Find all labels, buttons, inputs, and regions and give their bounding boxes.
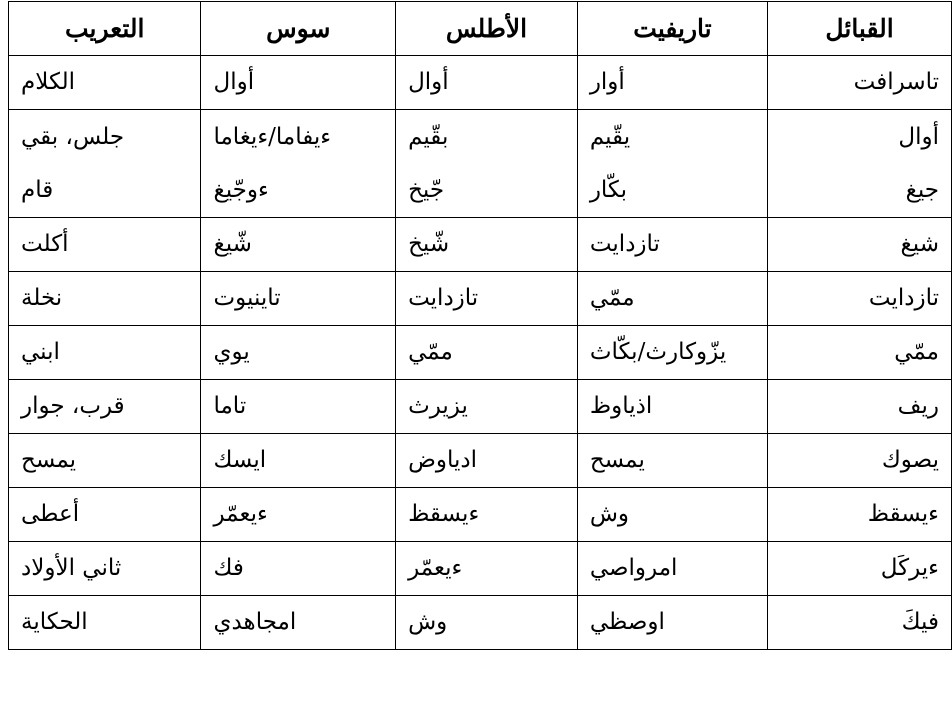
cell-sous: ايسك	[201, 434, 396, 488]
table-row	[9, 596, 952, 650]
cell-line: جّيخ	[408, 176, 445, 203]
cell-arabic: ابني	[9, 326, 201, 380]
cell-atlas: ءيسقظ	[396, 488, 578, 542]
cell-sous: أوال	[201, 56, 396, 110]
cell-qabail: فيكَ	[768, 596, 952, 650]
header-qabail: القبائل	[768, 2, 952, 56]
cell-line: أوال	[898, 123, 939, 150]
table-row	[9, 488, 952, 542]
cell-qabail	[768, 110, 952, 218]
cell-atlas	[396, 110, 578, 218]
cell-tarifit: أوار	[577, 56, 767, 110]
table-row	[9, 380, 952, 434]
cell-atlas: ءيعمّر	[396, 542, 578, 596]
cell-tarifit	[577, 110, 767, 218]
cell-arabic: قرب، جوار	[9, 380, 201, 434]
table-row	[9, 326, 952, 380]
cell-tarifit: وش	[577, 488, 767, 542]
table-body	[9, 56, 952, 650]
cell-tarifit: تازدايت	[577, 218, 767, 272]
cell-sous: ءيعمّر	[201, 488, 396, 542]
vocabulary-table	[8, 1, 952, 650]
cell-sous: امجاهدي	[201, 596, 396, 650]
cell-arabic	[9, 110, 201, 218]
cell-qabail: ريف	[768, 380, 952, 434]
header-row	[9, 2, 952, 56]
cell-tarifit: يمسح	[577, 434, 767, 488]
cell-line: قام	[21, 176, 54, 203]
cell-sous: تاينيوت	[201, 272, 396, 326]
cell-tarifit: اذياوظ	[577, 380, 767, 434]
cell-qabail: تازدايت	[768, 272, 952, 326]
cell-line: ءيفاما/ءيغاما	[213, 123, 332, 150]
cell-line: بقّيم	[408, 123, 449, 150]
cell-line: جيغ	[905, 176, 939, 203]
cell-sous: شّيغ	[201, 218, 396, 272]
header-arabic: التعريب	[9, 2, 201, 56]
cell-qabail: ءيركَل	[768, 542, 952, 596]
cell-arabic: الحكاية	[9, 596, 201, 650]
header-atlas: الأطلس	[396, 2, 578, 56]
cell-sous: تاما	[201, 380, 396, 434]
cell-atlas: ممّي	[396, 326, 578, 380]
table-row	[9, 56, 952, 110]
cell-tarifit: امرواصي	[577, 542, 767, 596]
table-row	[9, 272, 952, 326]
cell-arabic: الكلام	[9, 56, 201, 110]
cell-tarifit: يزّوكارث/بكّاث	[577, 326, 767, 380]
cell-atlas: وش	[396, 596, 578, 650]
cell-sous: يوي	[201, 326, 396, 380]
cell-atlas: أوال	[396, 56, 578, 110]
cell-arabic: أعطى	[9, 488, 201, 542]
header-tarifit: تاريفيت	[577, 2, 767, 56]
cell-atlas: ادياوض	[396, 434, 578, 488]
cell-qabail: شيغ	[768, 218, 952, 272]
cell-arabic: نخلة	[9, 272, 201, 326]
table-row	[9, 110, 952, 218]
header-sous: سوس	[201, 2, 396, 56]
cell-line: ءوجّيغ	[213, 176, 269, 203]
cell-arabic: أكلت	[9, 218, 201, 272]
cell-line: بكّار	[589, 176, 628, 203]
cell-tarifit: ممّي	[577, 272, 767, 326]
cell-qabail: ءيسقظ	[768, 488, 952, 542]
table-row	[9, 542, 952, 596]
cell-tarifit: اوصظي	[577, 596, 767, 650]
cell-line: جلس، بقي	[21, 123, 125, 150]
cell-qabail: تاسرافت	[768, 56, 952, 110]
cell-sous: فك	[201, 542, 396, 596]
cell-line: يقّيم	[589, 123, 631, 150]
cell-arabic: ثاني الأولاد	[9, 542, 201, 596]
cell-qabail: يصوك	[768, 434, 952, 488]
cell-atlas: يزيرث	[396, 380, 578, 434]
table-row	[9, 218, 952, 272]
table-row	[9, 434, 952, 488]
cell-qabail: ممّي	[768, 326, 952, 380]
cell-atlas: تازدايت	[396, 272, 578, 326]
cell-arabic: يمسح	[9, 434, 201, 488]
cell-sous	[201, 110, 396, 218]
cell-atlas: شّيخ	[396, 218, 578, 272]
